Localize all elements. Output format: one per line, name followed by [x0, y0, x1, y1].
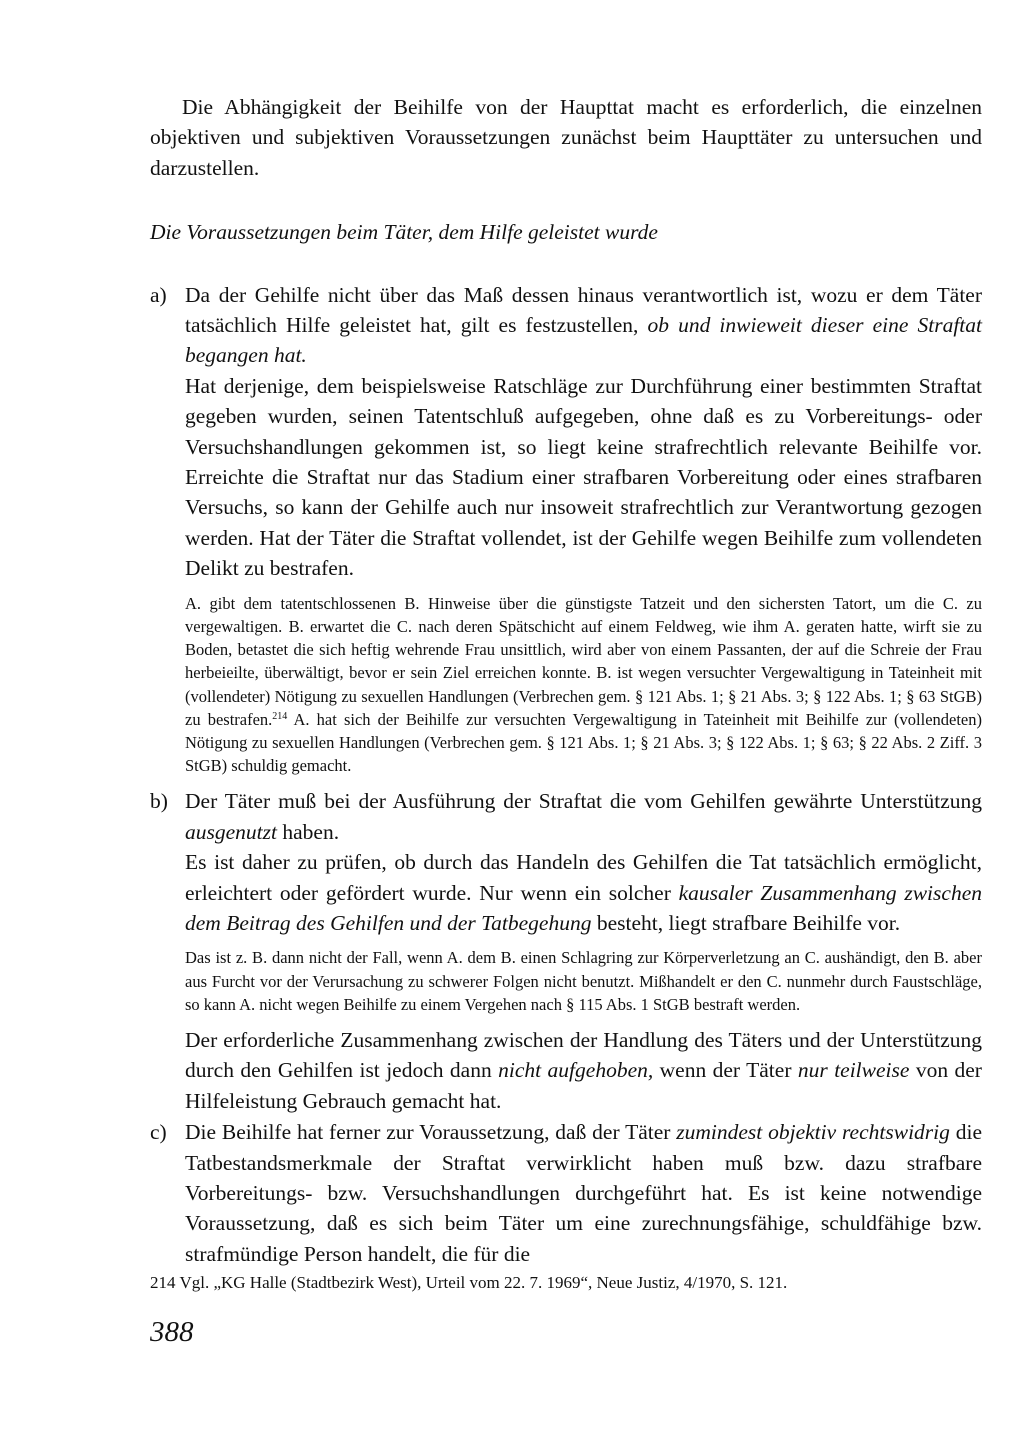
example-note-a	[185, 592, 982, 778]
intro-paragraph: Die Abhängigkeit der Beihilfe von der Haupttat macht es erforderlich, die einzelnen objektiven und subjektiven Voraussetzungen zunächst beim Haupttäter zu untersuchen und darzustellen.	[150, 95, 982, 180]
item-b-p3-emphasis-2: nur teilweise	[797, 1058, 910, 1083]
main-text	[150, 92, 982, 1269]
item-a-p1-emphasis: ob und inwieweit dieser eine Straftat begangen hat.	[185, 313, 982, 368]
item-b	[150, 786, 982, 938]
item-a-p1-text: Da der Gehilfe nicht über das Maß dessen hinaus verantwortlich ist, wozu er dem Täter tatsächlich Hilfe geleistet hat, gilt es festzustellen,	[185, 282, 982, 338]
item-b-p2-emphasis: kausaler Zusammenhang zwischen dem Beitrag des Gehilfen und der Tatbegehung	[185, 880, 982, 935]
item-b-paragraph-2	[185, 847, 982, 938]
item-b-p3-mid: wenn der Täter	[653, 1058, 798, 1083]
example-note-b: Das ist z. B. dann nicht der Fall, wenn A. dem B. einen Schlagring zur Körperverletzung an C. aushändigt, den B. aber aus Furcht vor der Verursachung zu schwerer Folgen nicht benutzt. Mißhandelt er den C. nunmehr durch Faustschläge, so kann A. nicht wegen Beihilfe zu einem Vergehen nach § 115 Abs. 1 StGB bestraft werden.	[185, 948, 982, 1014]
item-c-paragraph-1	[185, 1117, 982, 1269]
item-b-paragraph-1	[185, 786, 982, 847]
item-b-p2-text: Es ist daher zu prüfen, ob durch das Handeln des Gehilfen die Tat tatsächlich ermöglicht, erleichtert oder gefördert wurde. Nur wenn ein solcher	[185, 850, 982, 905]
item-a-paragraph-1	[185, 280, 982, 371]
item-b-p3-end: von der Hilfeleistung Gebrauch gemacht hat.	[185, 1058, 982, 1113]
item-a-paragraph-2: Hat derjenige, dem beispielsweise Ratschläge zur Durchführung einer bestimmten Straftat gegeben wurden, seinen Tatentschluß aufgegeben, ohne daß es zu Vorbereitungs- oder Versuchshandlungen gekommen ist, so liegt keine strafrechtlich relevante Beihilfe vor. Erreichte die Straftat nur das Stadium einer strafbaren Vorbereitung oder eines strafbaren Versuchs, so kann der Gehilfe auch nur insoweit strafrechtlich zur Verantwortung gezogen werden. Hat der Täter die Straftat vollendet, ist der Gehilfe wegen Beihilfe zum vollendeten Delikt zu bestrafen.	[185, 373, 982, 581]
item-b-paragraph-3	[185, 1025, 982, 1116]
item-b-p1-end: haben.	[276, 819, 340, 844]
item-c-marker: c)	[150, 1120, 167, 1145]
item-a-marker: a)	[150, 282, 167, 307]
note-a-text-2: A. hat sich der Beihilfe zur versuchten Vergewaltigung in Tateinheit mit Beihilfe zur (vollendeten) Nötigung zu sexuellen Handlungen (Verbrechen gem. § 121 Abs. 1; § 21 Abs. 3; § 122 Abs. 1; § 63; § 22 Abs. 2 Ziff. 3 StGB) schuldig gemacht.	[185, 709, 982, 776]
item-b-p3-emphasis-1: nicht aufgehoben,	[498, 1058, 654, 1083]
section-heading: Die Voraussetzungen beim Täter, dem Hilfe geleistet wurde	[150, 220, 658, 245]
item-c-p1-text: Die Beihilfe hat ferner zur Voraussetzung, daß der Täter	[185, 1120, 677, 1145]
page-number: 388	[150, 1316, 194, 1348]
item-b-p3-text: Der erforderliche Zusammenhang zwischen der Handlung des Täters und der Unterstützung durch den Gehilfen ist jedoch dann	[185, 1027, 982, 1083]
item-c-p1-emphasis: zumindest objektiv rechtswidrig	[676, 1120, 950, 1145]
footnote-ref: 214	[272, 710, 288, 722]
item-b-p2-end: besteht, liegt strafbare Beihilfe vor.	[591, 910, 901, 935]
note-a-text-1: A. gibt dem tatentschlossenen B. Hinweise über die günstigste Tatzeit und den sichersten Tatort, um die C. zu vergewaltigen. B. erwartet die C. nach deren Spätschicht auf einem Feldweg, wie ihm A. geraten hatte, wirft sie zu Boden, betastet die sich heftig wehrende Frau unsittlich, wird aber von einem Passanten, der auf die Schreie der Frau herbeieilte, überwältigt, bevor er sein Ziel erreichen konnte. B. ist wegen versuchter Vergewaltigung in Tateinheit mit (vollendeter) Nötigung zu sexuellen Handlungen (Verbrechen gem. § 121 Abs. 1; § 21 Abs. 3; § 122 Abs. 1; § 63 StGB) zu bestrafen.	[185, 593, 982, 729]
item-c-p1-end: die Tatbestandsmerkmale der Straftat verwirklicht haben muß bzw. dazu strafbare Vorbereitungs- bzw. Versuchshandlungen durchgeführt hat. Es ist keine notwendige Voraussetzung, daß es sich beim Täter um eine zurechnungsfähige, schuldfähige bzw. strafmündige Person handelt, die für die	[185, 1120, 982, 1266]
item-b-p1-emphasis: ausgenutzt	[185, 819, 277, 844]
item-c	[150, 1117, 982, 1269]
item-b-marker: b)	[150, 789, 168, 814]
footnote: 214 Vgl. „KG Halle (Stadtbezirk West), Urteil vom 22. 7. 1969“, Neue Justiz, 4/1970, S. 121.	[150, 1273, 788, 1292]
item-b-p1-text: Der Täter muß bei der Ausführung der Straftat die vom Gehilfen gewährte Unterstützung	[185, 789, 982, 814]
item-a	[150, 280, 982, 584]
